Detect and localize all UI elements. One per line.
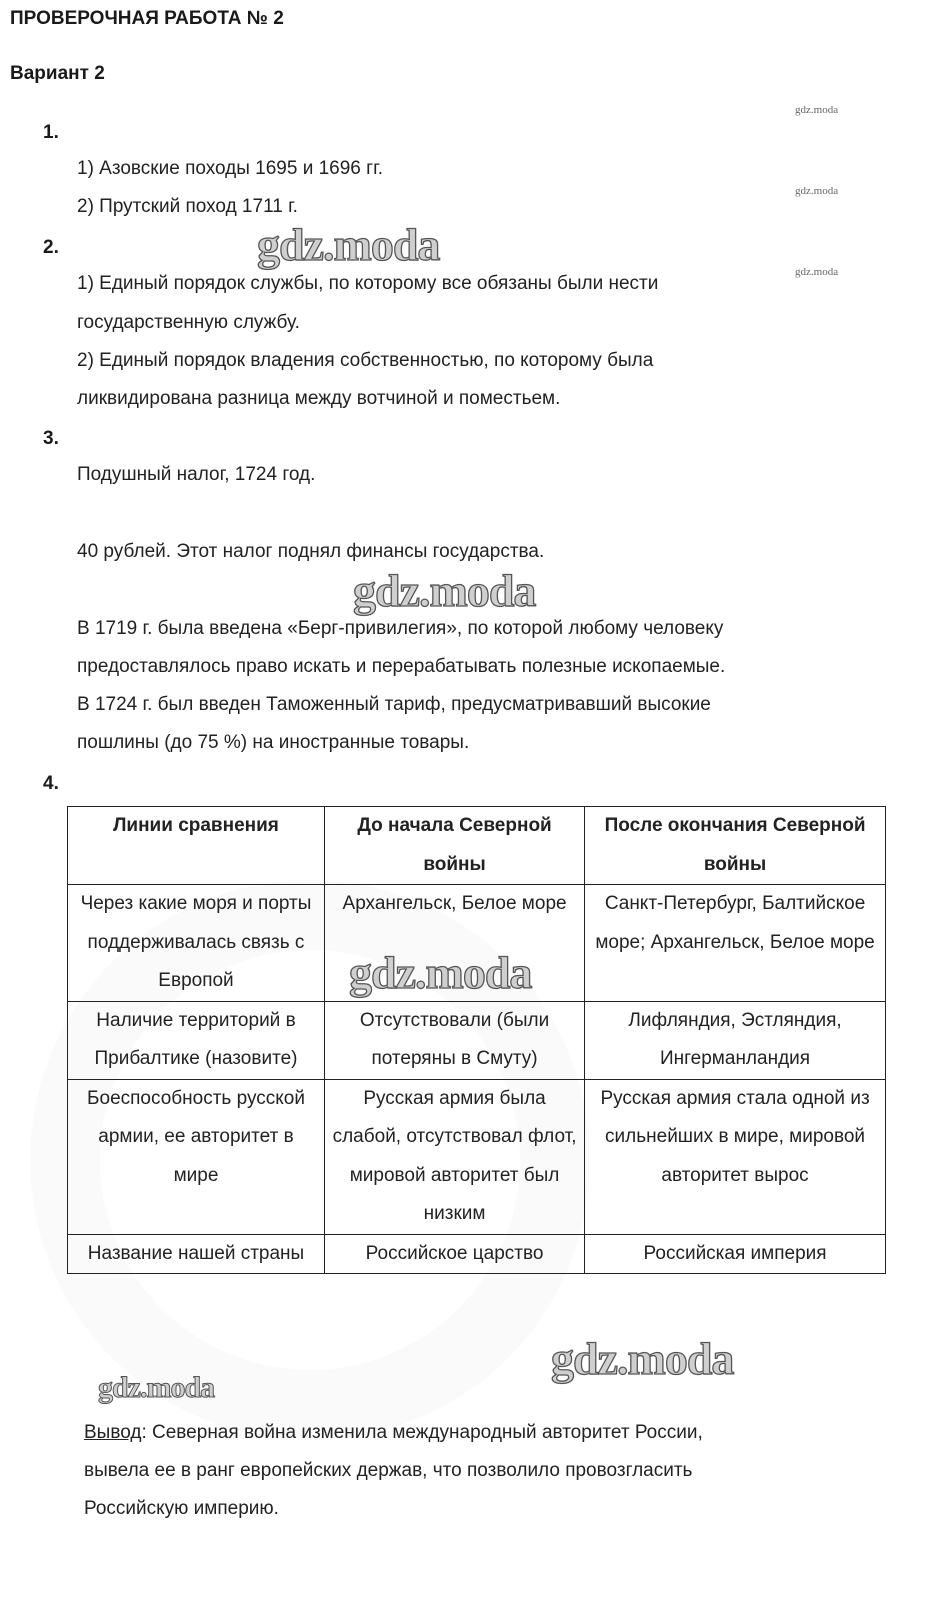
watermark-small: gdz.moda bbox=[795, 266, 839, 278]
conclusion-text: : Северная война изменила международный авторитет России, bbox=[141, 1422, 703, 1443]
table-cell: Через какие моря и порты поддерживалась связь с Европой bbox=[68, 885, 325, 1002]
table-header-row bbox=[68, 807, 886, 885]
conclusion-line: Российскую империю. bbox=[84, 1498, 279, 1519]
question-number: 2. bbox=[43, 237, 59, 258]
table-row bbox=[68, 1079, 886, 1234]
answer-line: В 1719 г. была введена «Берг-привилегия», по которой любому человеку bbox=[77, 618, 724, 639]
table-cell: Название нашей страны bbox=[68, 1234, 325, 1274]
answer-line: В 1724 г. был введен Таможенный тариф, предусматривавший высокие bbox=[77, 694, 711, 715]
table-cell: Санкт-Петербург, Балтийское море; Архангельск, Белое море bbox=[585, 885, 886, 1002]
answer-line: ликвидирована разница между вотчиной и поместьем. bbox=[77, 388, 561, 409]
table-cell: Наличие территорий в Прибалтике (назовите) bbox=[68, 1001, 325, 1079]
table-cell: Архангельск, Белое море bbox=[324, 885, 584, 1002]
comparison-table bbox=[67, 806, 886, 1274]
table-cell: Русская армия стала одной из сильнейших в мире, мировой авторитет вырос bbox=[585, 1079, 886, 1234]
watermark-small: gdz.moda bbox=[795, 185, 839, 197]
watermark-large: gdz.moda bbox=[551, 1333, 734, 1384]
table-header-cell: До начала Северной войны bbox=[324, 807, 584, 885]
answer-line: 1) Азовские походы 1695 и 1696 гг. bbox=[77, 158, 383, 179]
table-cell: Лифляндия, Эстляндия, Ингерманландия bbox=[585, 1001, 886, 1079]
watermark-large: gdz.moda bbox=[257, 219, 440, 270]
table-cell: Российская империя bbox=[585, 1234, 886, 1274]
table-row bbox=[68, 1001, 886, 1079]
page-title: ПРОВЕРОЧНАЯ РАБОТА № 2 bbox=[10, 8, 284, 29]
answer-line: 1) Единый порядок службы, по которому все обязаны были нести bbox=[77, 273, 659, 294]
question-number: 1. bbox=[43, 122, 59, 143]
answer-line: Подушный налог, 1724 год. bbox=[77, 464, 316, 485]
question-number: 3. bbox=[43, 428, 59, 449]
variant-heading: Вариант 2 bbox=[10, 63, 105, 84]
watermark-large: gdz.moda bbox=[349, 947, 532, 998]
table-cell: Российское царство bbox=[324, 1234, 584, 1274]
answer-line: государственную службу. bbox=[77, 312, 300, 333]
answer-line: 40 рублей. Этот налог поднял финансы государства. bbox=[77, 541, 545, 562]
table-cell: Боеспособность русской армии, ее авторитет в мире bbox=[68, 1079, 325, 1234]
answer-line: предоставлялось право искать и перерабатывать полезные ископаемые. bbox=[77, 656, 726, 677]
table-cell: Русская армия была слабой, отсутствовал флот, мировой авторитет был низким bbox=[324, 1079, 584, 1234]
conclusion-line: вывела ее в ранг европейских держав, что позволило провозгласить bbox=[84, 1460, 693, 1481]
table-header-cell: Линии сравнения bbox=[68, 807, 325, 885]
table-cell: Отсутствовали (были потеряны в Смуту) bbox=[324, 1001, 584, 1079]
table-row bbox=[68, 1234, 886, 1274]
question-number: 4. bbox=[43, 773, 59, 794]
answer-line: 2) Прутский поход 1711 г. bbox=[77, 196, 298, 217]
table-header-cell: После окончания Северной войны bbox=[585, 807, 886, 885]
conclusion-label: Вывод bbox=[84, 1422, 142, 1443]
answer-line: 2) Единый порядок владения собственностью, по которому была bbox=[77, 350, 654, 371]
watermark-large: gdz.moda bbox=[353, 565, 536, 616]
watermark-medium: gdz.moda bbox=[98, 1371, 215, 1404]
answer-line: пошлины (до 75 %) на иностранные товары. bbox=[77, 732, 470, 753]
conclusion-line bbox=[84, 1414, 703, 1452]
watermark-small: gdz.moda bbox=[795, 104, 839, 116]
